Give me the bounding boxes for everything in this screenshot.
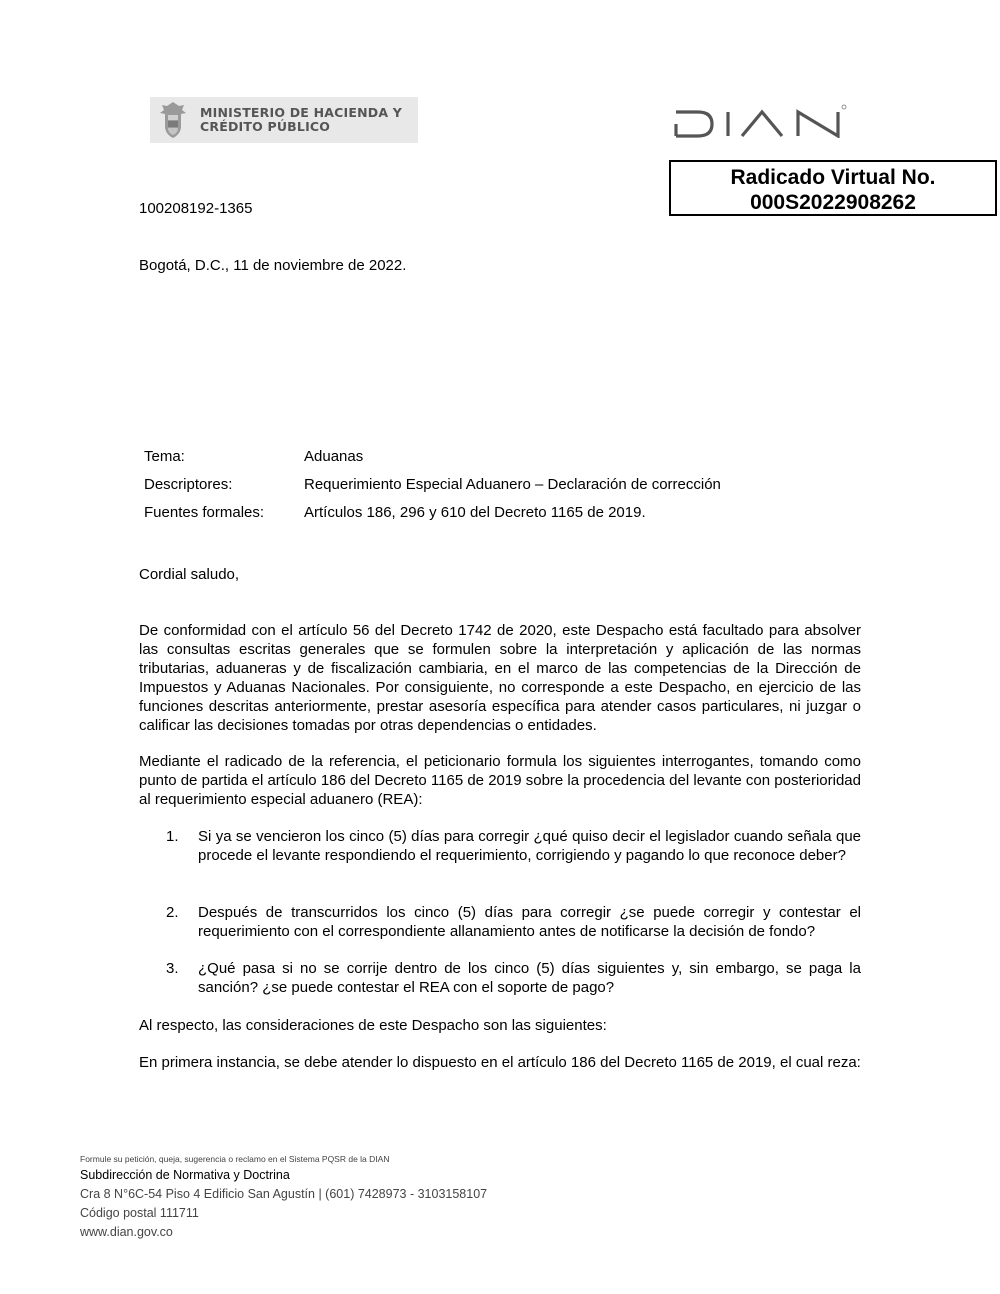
question-number: 1.	[166, 828, 179, 845]
meta-value-fuentes: Artículos 186, 296 y 610 del Decreto 1165 de 2019.	[304, 504, 646, 521]
ministry-name-line2: CRÉDITO PÚBLICO	[200, 119, 331, 134]
footer	[80, 1153, 487, 1242]
meta-value-descriptores: Requerimiento Especial Aduanero – Declaración de corrección	[304, 476, 721, 493]
footer-office: Subdirección de Normativa y Doctrina	[80, 1168, 290, 1182]
reference-number: 100208192-1365	[139, 200, 253, 217]
date-line: Bogotá, D.C., 11 de noviembre de 2022.	[139, 257, 407, 274]
coat-of-arms-icon	[156, 100, 190, 140]
paragraph-considerations: Al respecto, las consideraciones de este Despacho son las siguientes:	[139, 1017, 607, 1034]
meta-value-tema: Aduanas	[304, 448, 364, 465]
meta-label-tema: Tema:	[144, 448, 185, 465]
meta-label-descriptores: Descriptores:	[144, 476, 233, 493]
question-number: 3.	[166, 960, 179, 977]
paragraph-article-186: En primera instancia, se debe atender lo dispuesto en el artículo 186 del Decreto 1165 de 2019, el cual reza:	[139, 1054, 861, 1071]
question-text: ¿Qué pasa si no se corrije dentro de los cinco (5) días siguientes y, sin embargo, se paga la sanción? ¿se puede contestar el REA con el soporte de pago?	[198, 960, 861, 996]
footer-website[interactable]: www.dian.gov.co	[80, 1225, 173, 1239]
footer-address: Cra 8 N°6C-54 Piso 4 Edificio San Agustín | (601) 7428973 - 3103158107	[80, 1187, 488, 1201]
radicado-number: 000S2022908262	[750, 191, 916, 214]
question-text: Después de transcurridos los cinco (5) días para corregir ¿se puede corregir y contestar el requerimiento con el correspondiente allanamiento antes de notificarse la decisión de fondo?	[198, 904, 861, 940]
ministry-name-line1: MINISTERIO DE HACIENDA Y	[200, 105, 403, 120]
dian-logo	[674, 104, 850, 138]
paragraph-competence: De conformidad con el artículo 56 del Decreto 1742 de 2020, este Despacho está facultado para absolver las consultas escritas generales que se formulen sobre la interpretación y aplicación de las normas tributarias, aduaneras y de fiscalización cambiaria, en el marco de las competencias de la Dirección de Impuestos y Aduanas Nacionales. Por consiguiente, no corresponde a este Despacho, en ejercicio de las funciones descritas anteriormente, prestar asesoría específica para atender casos particulares, ni juzgar o calificar las decisiones tomadas por otras dependencias o entidades.	[139, 622, 861, 734]
paragraph-questions-intro: Mediante el radicado de la referencia, el peticionario formula los siguientes interrogantes, tomando como punto de partida el artículo 186 del Decreto 1165 de 2019 sobre la procedencia del levante con posterioridad al requerimiento especial aduanero (REA):	[139, 753, 861, 808]
footer-note: Formule su petición, queja, sugerencia o reclamo en el Sistema PQSR de la DIAN	[80, 1154, 390, 1164]
question-number: 2.	[166, 904, 179, 921]
radicado-label: Radicado Virtual No.	[730, 166, 936, 189]
greeting: Cordial saludo,	[139, 566, 240, 583]
footer-postal-code: Código postal 111711	[80, 1206, 199, 1220]
ministry-logo	[150, 97, 418, 143]
question-text: Si ya se vencieron los cinco (5) días para corregir ¿qué quiso decir el legislador cuando señala que procede el levante respondiendo el requerimiento, corrigiendo y pagando lo que reconoce deber?	[198, 828, 861, 864]
ministry-name	[200, 106, 402, 134]
radicado-box	[669, 160, 997, 216]
meta-label-fuentes: Fuentes formales:	[144, 504, 265, 521]
